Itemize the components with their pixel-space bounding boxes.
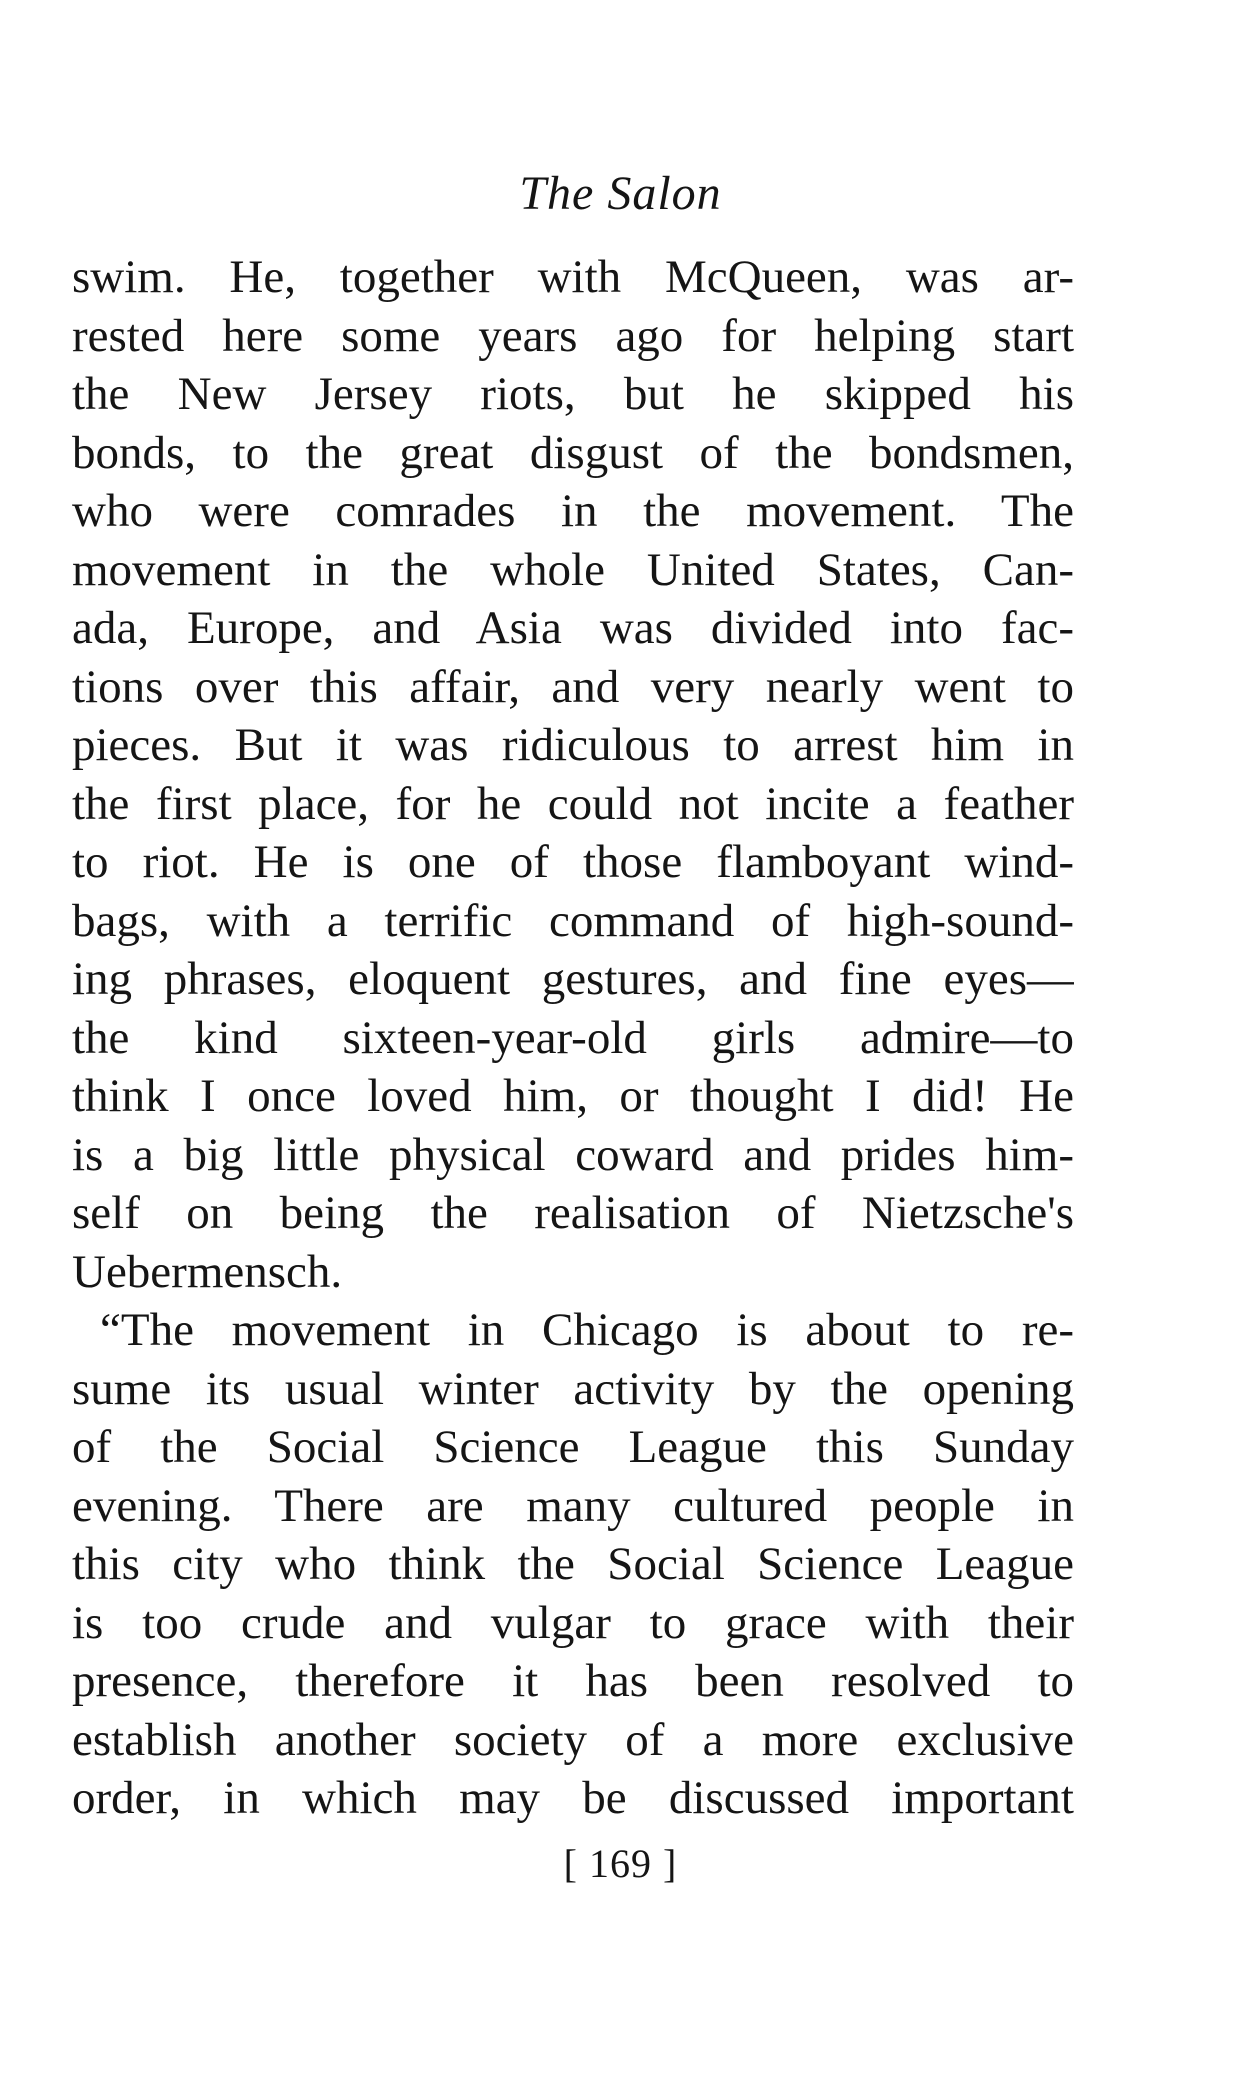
text-line: bonds, to the great disgust of the bondsmen, — [72, 426, 1074, 479]
text-line: the kind sixteen-year-old girls admire—to — [72, 1011, 1074, 1064]
text-line: Uebermensch. — [72, 1245, 343, 1298]
page-number: [ 169 ] — [563, 1841, 678, 1886]
text-line: the New Jersey riots, but he skipped his — [72, 368, 1074, 420]
text-line: evening. There are many cultured people in — [72, 1479, 1074, 1532]
text-line: ada, Europe, and Asia was divided into fac- — [72, 602, 1074, 654]
body-text — [72, 248, 1074, 1828]
text-line: sume its usual winter activity by the opening — [72, 1362, 1074, 1415]
text-line: is a big little physical coward and prides him- — [72, 1128, 1074, 1181]
running-head: The Salon — [519, 167, 722, 220]
text-line: tions over this affair, and very nearly went to — [72, 660, 1074, 713]
text-line: is too crude and vulgar to grace with their — [72, 1596, 1074, 1649]
text-line: self on being the realisation of Nietzsche's — [72, 1187, 1074, 1239]
text-line: swim. He, together with McQueen, was ar- — [72, 251, 1074, 303]
text-line: to riot. He is one of those flamboyant wind- — [72, 836, 1074, 888]
text-line: this city who think the Social Science League — [72, 1538, 1074, 1590]
text-line: presence, therefore it has been resolved to — [72, 1655, 1074, 1707]
text-line: think I once loved him, or thought I did! He — [72, 1070, 1074, 1122]
text-line: establish another society of a more exclusive — [72, 1713, 1074, 1766]
text-line: pieces. But it was ridiculous to arrest him in — [72, 719, 1074, 771]
text-line: the first place, for he could not incite a feather — [72, 777, 1074, 830]
text-line: of the Social Science League this Sunday — [72, 1421, 1074, 1473]
text-line: rested here some years ago for helping start — [72, 309, 1074, 362]
text-line: order, in which may be discussed important — [72, 1772, 1074, 1824]
text-line: bags, with a terrific command of high-sound- — [72, 894, 1074, 947]
text-line: “The movement in Chicago is about to re- — [100, 1304, 1074, 1356]
text-line: who were comrades in the movement. The — [72, 485, 1074, 537]
text-line: movement in the whole United States, Can- — [72, 543, 1074, 596]
text-line: ing phrases, eloquent gestures, and fine eyes— — [72, 953, 1074, 1005]
